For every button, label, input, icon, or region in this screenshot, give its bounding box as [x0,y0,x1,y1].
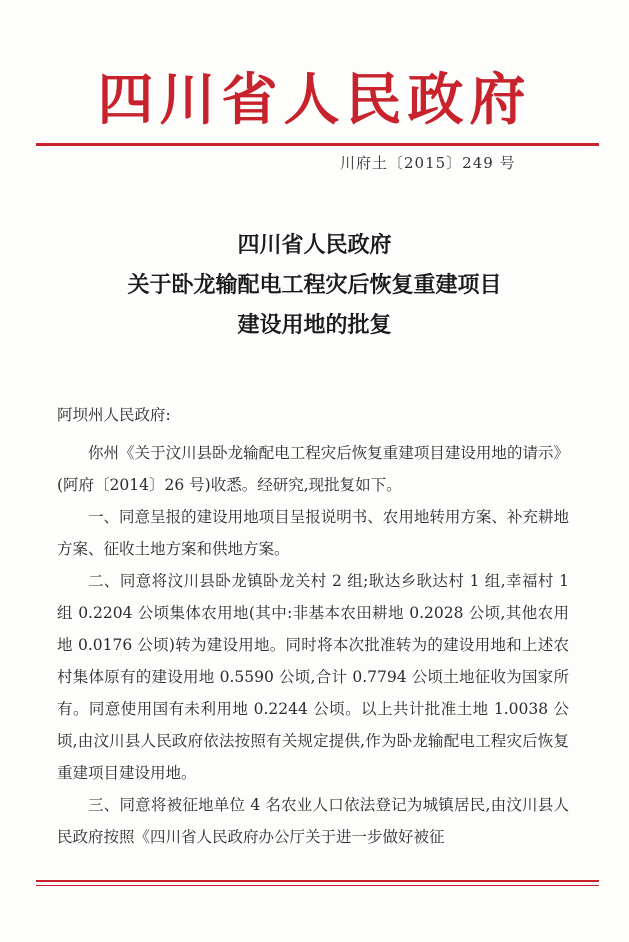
paragraph-item-2: 二、同意将汶川县卧龙镇卧龙关村 2 组;耿达乡耿达村 1 组,幸福村 1 组 0.2204 公顷集体农用地(其中:非基本农田耕地 0.2028 公顷,其他农用地 0.0176 公顷)转为建设用地。同时将本次批准转为的建设用地和上述农村集体原有的建设用地 0.5590 公顷,合计 0.7794 公顷土地征收为国家所有。同意使用国有未利用地 0.2244 公顷。以上共计批准土地 1.0038 公顷,由汶川县人民政府依法按照有关规定提供,作为卧龙输配电工程灾后恢复重建项目建设用地。 [57,572,569,782]
footer-red-rule-thin [36,885,599,886]
title-line-2: 关于卧龙输配电工程灾后恢复重建项目 [127,272,502,298]
paragraph-intro: 你州《关于汶川县卧龙输配电工程灾后恢复重建项目建设用地的请示》(阿府〔2014〕26 号)收悉。经研究,现批复如下。 [57,444,569,494]
addressee: 阿坝州人民政府: [57,406,171,424]
paragraph-item-3: 三、同意将被征地单位 4 名农业人口依法登记为城镇居民,由汶川县人民政府按照《四川省人民政府办公厅关于进一步做好被征 [57,796,569,846]
document-title [0,225,629,345]
header-red-rule [36,143,599,146]
header-org-title: 四川省人民政府 [97,67,532,133]
document-number: 川府土〔2015〕249 号 [340,154,516,172]
footer-red-rule [36,880,599,882]
title-line-1: 四川省人民政府 [237,232,392,258]
document-body [57,399,569,853]
paragraph-item-1: 一、同意呈报的建设用地项目呈报说明书、农用地转用方案、补充耕地方案、征收土地方案和供地方案。 [57,508,569,558]
title-line-3: 建设用地的批复 [237,312,392,338]
